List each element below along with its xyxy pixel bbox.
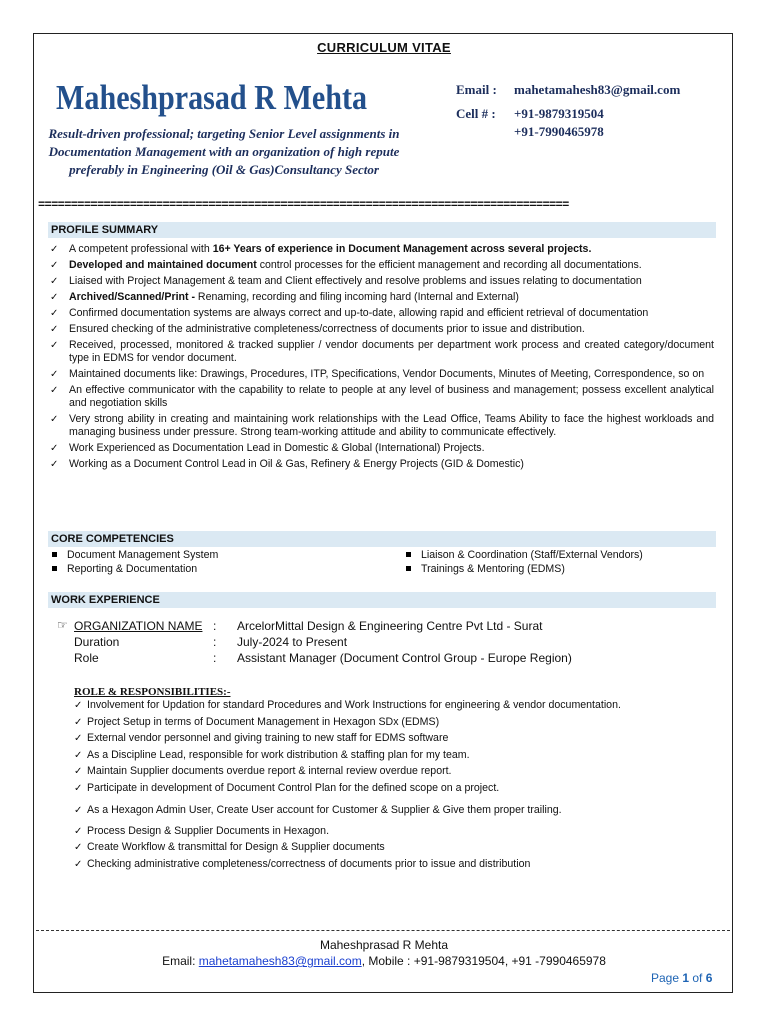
checkmark-icon: ✓ xyxy=(50,385,59,396)
checkmark-icon: ✓ xyxy=(50,244,59,255)
responsibility-item: ✓ Create Workflow & transmittal for Design & Supplier documents xyxy=(74,841,385,853)
checkmark-icon: ✓ xyxy=(74,766,83,777)
career-objective: Result-driven professional; targeting Senior Level assignments in Documentation Management with an organization of high repute preferably in Engineering (Oil & Gas)Consultancy Sector xyxy=(48,126,400,177)
email-value[interactable]: mahetamahesh83@gmail.com xyxy=(514,82,681,97)
profile-summary-list xyxy=(50,243,714,474)
document-title: CURRICULUM VITAE xyxy=(317,40,451,55)
cell-number-2: +91-7990465978 xyxy=(514,124,604,139)
page-total: 6 xyxy=(705,971,713,985)
checkmark-icon: ✓ xyxy=(74,782,83,794)
colon: : xyxy=(213,651,217,665)
role-value: Assistant Manager (Document Control Group - Europe Region) xyxy=(237,651,572,665)
profile-summary-item: ✓ An effective communicator with the capability to relate to people at any level of business and management; possess excellent analytical and negotiation skills xyxy=(50,384,714,409)
responsibility-item: ✓ As a Hexagon Admin User, Create User account for Customer & Supplier & Give them proper trailing. xyxy=(74,804,562,816)
checkmark-icon: ✓ xyxy=(50,414,59,425)
footer-name: Maheshprasad R Mehta xyxy=(319,938,449,952)
profile-summary-item: ✓ Work Experienced as Documentation Lead in Domestic & Global (International) Projects. xyxy=(50,442,485,454)
candidate-name: Maheshprasad R Mehta xyxy=(56,78,368,117)
profile-summary-item: ✓ Confirmed documentation systems are always correct and up-to-date, allowing rapid and efficient retrieval of documentation xyxy=(50,307,649,319)
footer-divider xyxy=(36,930,730,931)
profile-summary-item: ✓ Very strong ability in creating and maintaining work relationships with the Lead Office, Teams Ability to face the highest workloads and managing business under pressure. Strong team-working attitude and ability to communicate effectively. xyxy=(50,413,714,438)
bullet-square-icon xyxy=(406,552,411,557)
bullet-square-icon xyxy=(52,552,57,557)
competencies-right-column xyxy=(402,548,643,576)
checkmark-icon: ✓ xyxy=(50,443,59,454)
footer-email-prefix: Email: xyxy=(162,954,199,968)
responsibility-item: ✓ As a Discipline Lead, responsible for work distribution & staffing plan for my team. xyxy=(74,748,470,761)
competency-item: Liaison & Coordination (Staff/External Vendors) xyxy=(402,548,643,562)
competencies-left-column xyxy=(48,548,218,576)
email-label: Email : xyxy=(456,82,497,97)
pointing-hand-icon: ☞ xyxy=(57,618,68,632)
checkmark-icon: ✓ xyxy=(74,733,83,744)
duration-value: July-2024 to Present xyxy=(237,635,348,649)
bullet-square-icon xyxy=(52,566,57,571)
competency-item: Document Management System xyxy=(48,548,218,562)
competency-item: Reporting & Documentation xyxy=(48,562,218,576)
checkmark-icon: ✓ xyxy=(50,324,59,335)
colon: : xyxy=(213,619,217,633)
profile-summary-item: ✓ A competent professional with 16+ Years of experience in Document Management across several projects. xyxy=(50,243,592,255)
page-current: 1 xyxy=(682,971,690,985)
profile-summary-item: ✓ Maintained documents like: Drawings, Procedures, ITP, Specifications, Vendor Documents, Minutes of Meeting, Correspondence, so on xyxy=(50,368,705,380)
colon: : xyxy=(213,635,217,649)
checkmark-icon: ✓ xyxy=(74,825,83,837)
work-experience-heading: WORK EXPERIENCE xyxy=(48,592,716,608)
responsibility-item: ✓ Process Design & Supplier Documents in Hexagon. xyxy=(74,824,330,837)
organization-label: ORGANIZATION NAME xyxy=(74,619,203,633)
duration-label: Duration xyxy=(74,635,120,649)
checkmark-icon: ✓ xyxy=(50,459,59,470)
checkmark-icon: ✓ xyxy=(50,340,59,351)
responsibilities-heading: ROLE & RESPONSIBILITIES:- xyxy=(74,686,231,698)
organization-value: ArcelorMittal Design & Engineering Centre Pvt Ltd - Surat xyxy=(237,619,543,633)
checkmark-icon: ✓ xyxy=(50,308,59,319)
role-label: Role xyxy=(74,651,99,665)
profile-summary-item: ✓ Archived/Scanned/Print - Renaming, recording and filing incoming hard (Internal and External) xyxy=(50,291,519,303)
cell-number-1: +91-9879319504 xyxy=(514,106,604,121)
checkmark-icon: ✓ xyxy=(50,260,59,271)
header-separator: ================================================================================= xyxy=(38,198,569,212)
checkmark-icon: ✓ xyxy=(50,276,59,287)
profile-summary-item: ✓ Received, processed, monitored & tracked supplier / vendor documents per department work process and created category/document type in EDMS for vendor document. xyxy=(50,339,714,364)
checkmark-icon: ✓ xyxy=(74,805,83,816)
checkmark-icon: ✓ xyxy=(74,700,83,711)
footer-contact xyxy=(0,954,768,968)
footer-email-link[interactable]: mahetamahesh83@gmail.com xyxy=(198,954,362,968)
responsibility-item: ✓ Maintain Supplier documents overdue report & internal review overdue report. xyxy=(74,765,452,777)
checkmark-icon: ✓ xyxy=(74,858,83,870)
page-number: Page 1 of 6 xyxy=(651,971,713,985)
checkmark-icon: ✓ xyxy=(74,749,83,761)
profile-summary-item: ✓ Ensured checking of the administrative completeness/correctness of documents prior to issue and distribution. xyxy=(50,323,585,335)
responsibility-item: ✓ Involvement for Updation for standard Procedures and Work Instructions for engineering & vendor documentation. xyxy=(74,699,621,711)
responsibility-item: ✓ External vendor personnel and giving training to new staff for EDMS software xyxy=(74,732,449,744)
core-competencies-heading: CORE COMPETENCIES xyxy=(48,531,716,547)
checkmark-icon: ✓ xyxy=(50,292,59,303)
profile-summary-item: ✓ Developed and maintained document control processes for the efficient management and recording all documentations. xyxy=(50,259,642,271)
bullet-square-icon xyxy=(406,566,411,571)
responsibility-item: ✓ Project Setup in terms of Document Management in Hexagon SDx (EDMS) xyxy=(74,715,440,728)
responsibility-item: ✓ Participate in development of Document Control Plan for the defined scope on a project. xyxy=(74,781,500,794)
profile-summary-item: ✓ Liaised with Project Management & team and Client effectively and resolve problems and issues relating to documentation xyxy=(50,275,642,287)
checkmark-icon: ✓ xyxy=(74,842,83,853)
checkmark-icon: ✓ xyxy=(50,369,59,380)
competency-item: Trainings & Mentoring (EDMS) xyxy=(402,562,643,576)
checkmark-icon: ✓ xyxy=(74,716,83,728)
profile-summary-heading: PROFILE SUMMARY xyxy=(48,222,716,238)
responsibility-item: ✓ Checking administrative completeness/correctness of documents prior to issue and distribution xyxy=(74,857,531,870)
responsibilities-list xyxy=(74,699,724,874)
footer-mobile: , Mobile : +91-9879319504, +91 -7990465978 xyxy=(361,954,606,968)
cell-label: Cell # : xyxy=(456,106,496,121)
profile-summary-item: ✓ Working as a Document Control Lead in Oil & Gas, Refinery & Energy Projects (GID & Domestic) xyxy=(50,458,524,470)
